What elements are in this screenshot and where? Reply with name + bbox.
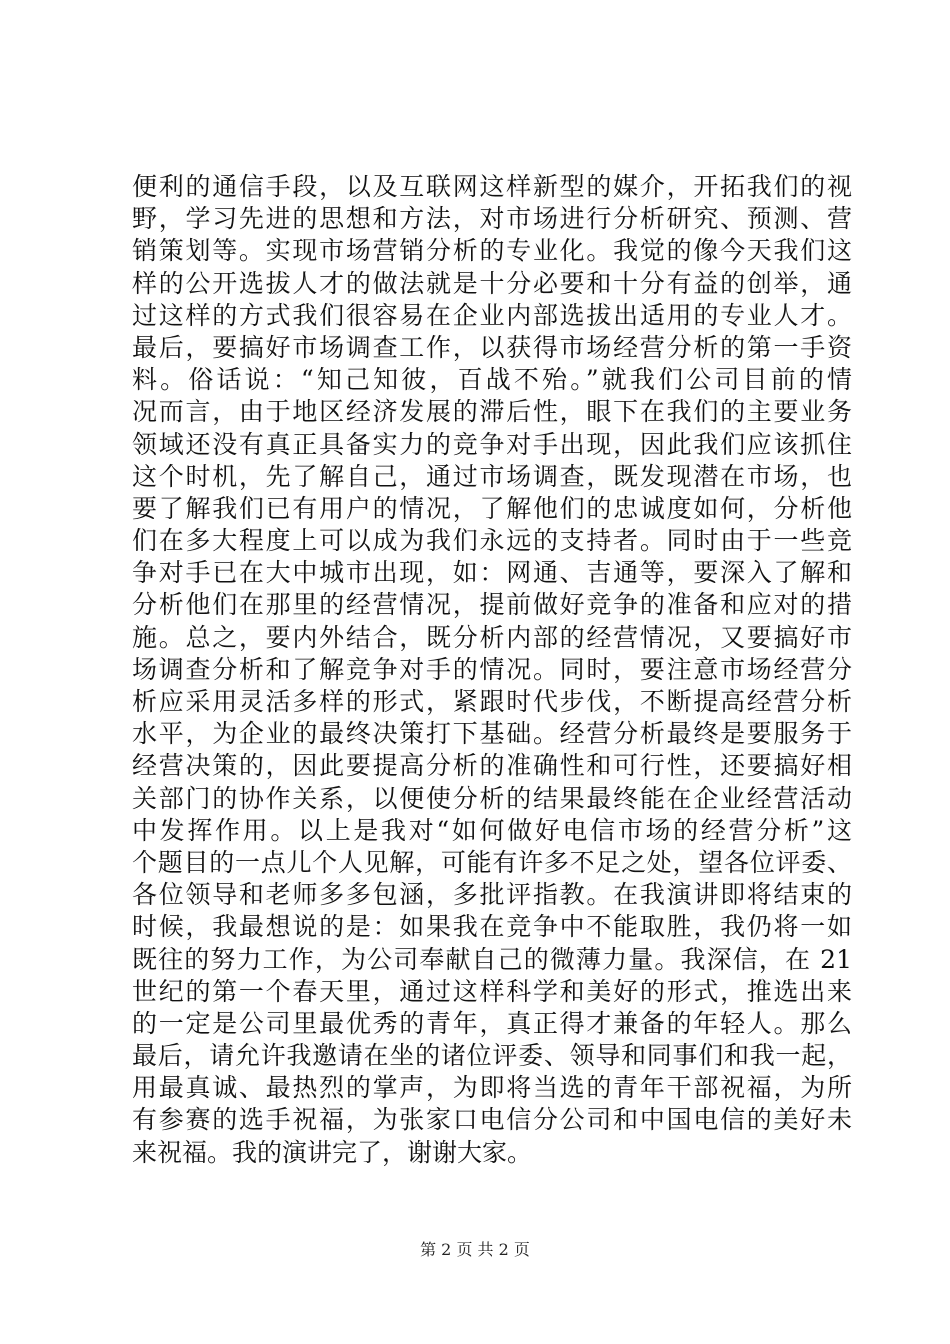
text-line: 用最真诚、最热烈的掌声，为即将当选的青年干部祝福，为所 — [132, 1073, 852, 1103]
text-line: 要了解我们已有用户的情况，了解他们的忠诚度如何，分析他 — [132, 493, 852, 523]
text-line-final: 来祝福。我的演讲完了，谢谢大家。 — [132, 1137, 533, 1167]
text-line: 过这样的方式我们很容易在企业内部选拔出适用的专业人才。 — [132, 300, 852, 330]
text-line: 既往的努力工作，为公司奉献自己的微薄力量。我深信，在 21 — [132, 944, 852, 974]
text-line: 中发挥作用。以上是我对“如何做好电信市场的经营分析”这 — [132, 815, 852, 845]
text-line: 时候，我最想说的是：如果我在竞争中不能取胜，我仍将一如 — [132, 912, 852, 942]
text-line: 施。总之，要内外结合，既分析内部的经营情况，又要搞好市 — [132, 622, 852, 652]
page-number-footer: 第 2 页 共 2 页 — [420, 1240, 530, 1259]
text-line: 最后，要搞好市场调查工作，以获得市场经营分析的第一手资 — [132, 332, 852, 362]
text-line: 经营决策的，因此要提高分析的准确性和可行性，还要搞好相 — [132, 751, 852, 781]
text-line: 的一定是公司里最优秀的青年，真正得才兼备的年轻人。那么 — [132, 1008, 852, 1038]
text-line: 这个时机，先了解自己，通过市场调查，既发现潜在市场，也 — [132, 461, 852, 491]
text-line: 水平，为企业的最终决策打下基础。经营分析最终是要服务于 — [132, 719, 852, 749]
text-line: 销策划等。实现市场营销分析的专业化。我觉的像今天我们这 — [132, 236, 852, 266]
text-line: 有参赛的选手祝福，为张家口电信分公司和中国电信的美好未 — [132, 1105, 852, 1135]
text-line: 便利的通信手段，以及互联网这样新型的媒介，开拓我们的视 — [132, 172, 852, 201]
body-text — [132, 171, 852, 1169]
text-line: 析应采用灵活多样的形式，紧跟时代步伐，不断提高经营分析 — [132, 687, 852, 716]
text-line: 们在多大程度上可以成为我们永远的支持者。同时由于一些竞 — [132, 526, 852, 556]
text-line: 各位领导和老师多多包涵，多批评指教。在我演讲即将结束的 — [132, 880, 852, 910]
text-line: 场调查分析和了解竞争对手的情况。同时，要注意市场经营分 — [132, 654, 852, 684]
text-line: 分析他们在那里的经营情况，提前做好竞争的准备和应对的措 — [132, 590, 852, 620]
text-line: 样的公开选拔人才的做法就是十分必要和十分有益的创举，通 — [132, 268, 852, 298]
text-line: 最后，请允许我邀请在坐的诸位评委、领导和同事们和我一起， — [132, 1041, 852, 1071]
text-line: 野，学习先进的思想和方法，对市场进行分析研究、预测、营 — [132, 204, 852, 234]
text-line: 个题目的一点儿个人见解，可能有许多不足之处，望各位评委、 — [132, 847, 852, 877]
text-line: 领域还没有真正具备实力的竞争对手出现，因此我们应该抓住 — [132, 429, 852, 459]
text-line: 况而言，由于地区经济发展的滞后性，眼下在我们的主要业务 — [132, 397, 852, 427]
text-line: 料。俗话说：“知己知彼，百战不殆。”就我们公司目前的情 — [132, 365, 852, 395]
text-line: 世纪的第一个春天里，通过这样科学和美好的形式，推选出来 — [132, 976, 852, 1006]
text-line: 争对手已在大中城市出现，如：网通、吉通等，要深入了解和 — [132, 558, 852, 588]
text-line: 关部门的协作关系，以便使分析的结果最终能在企业经营活动 — [132, 783, 852, 813]
